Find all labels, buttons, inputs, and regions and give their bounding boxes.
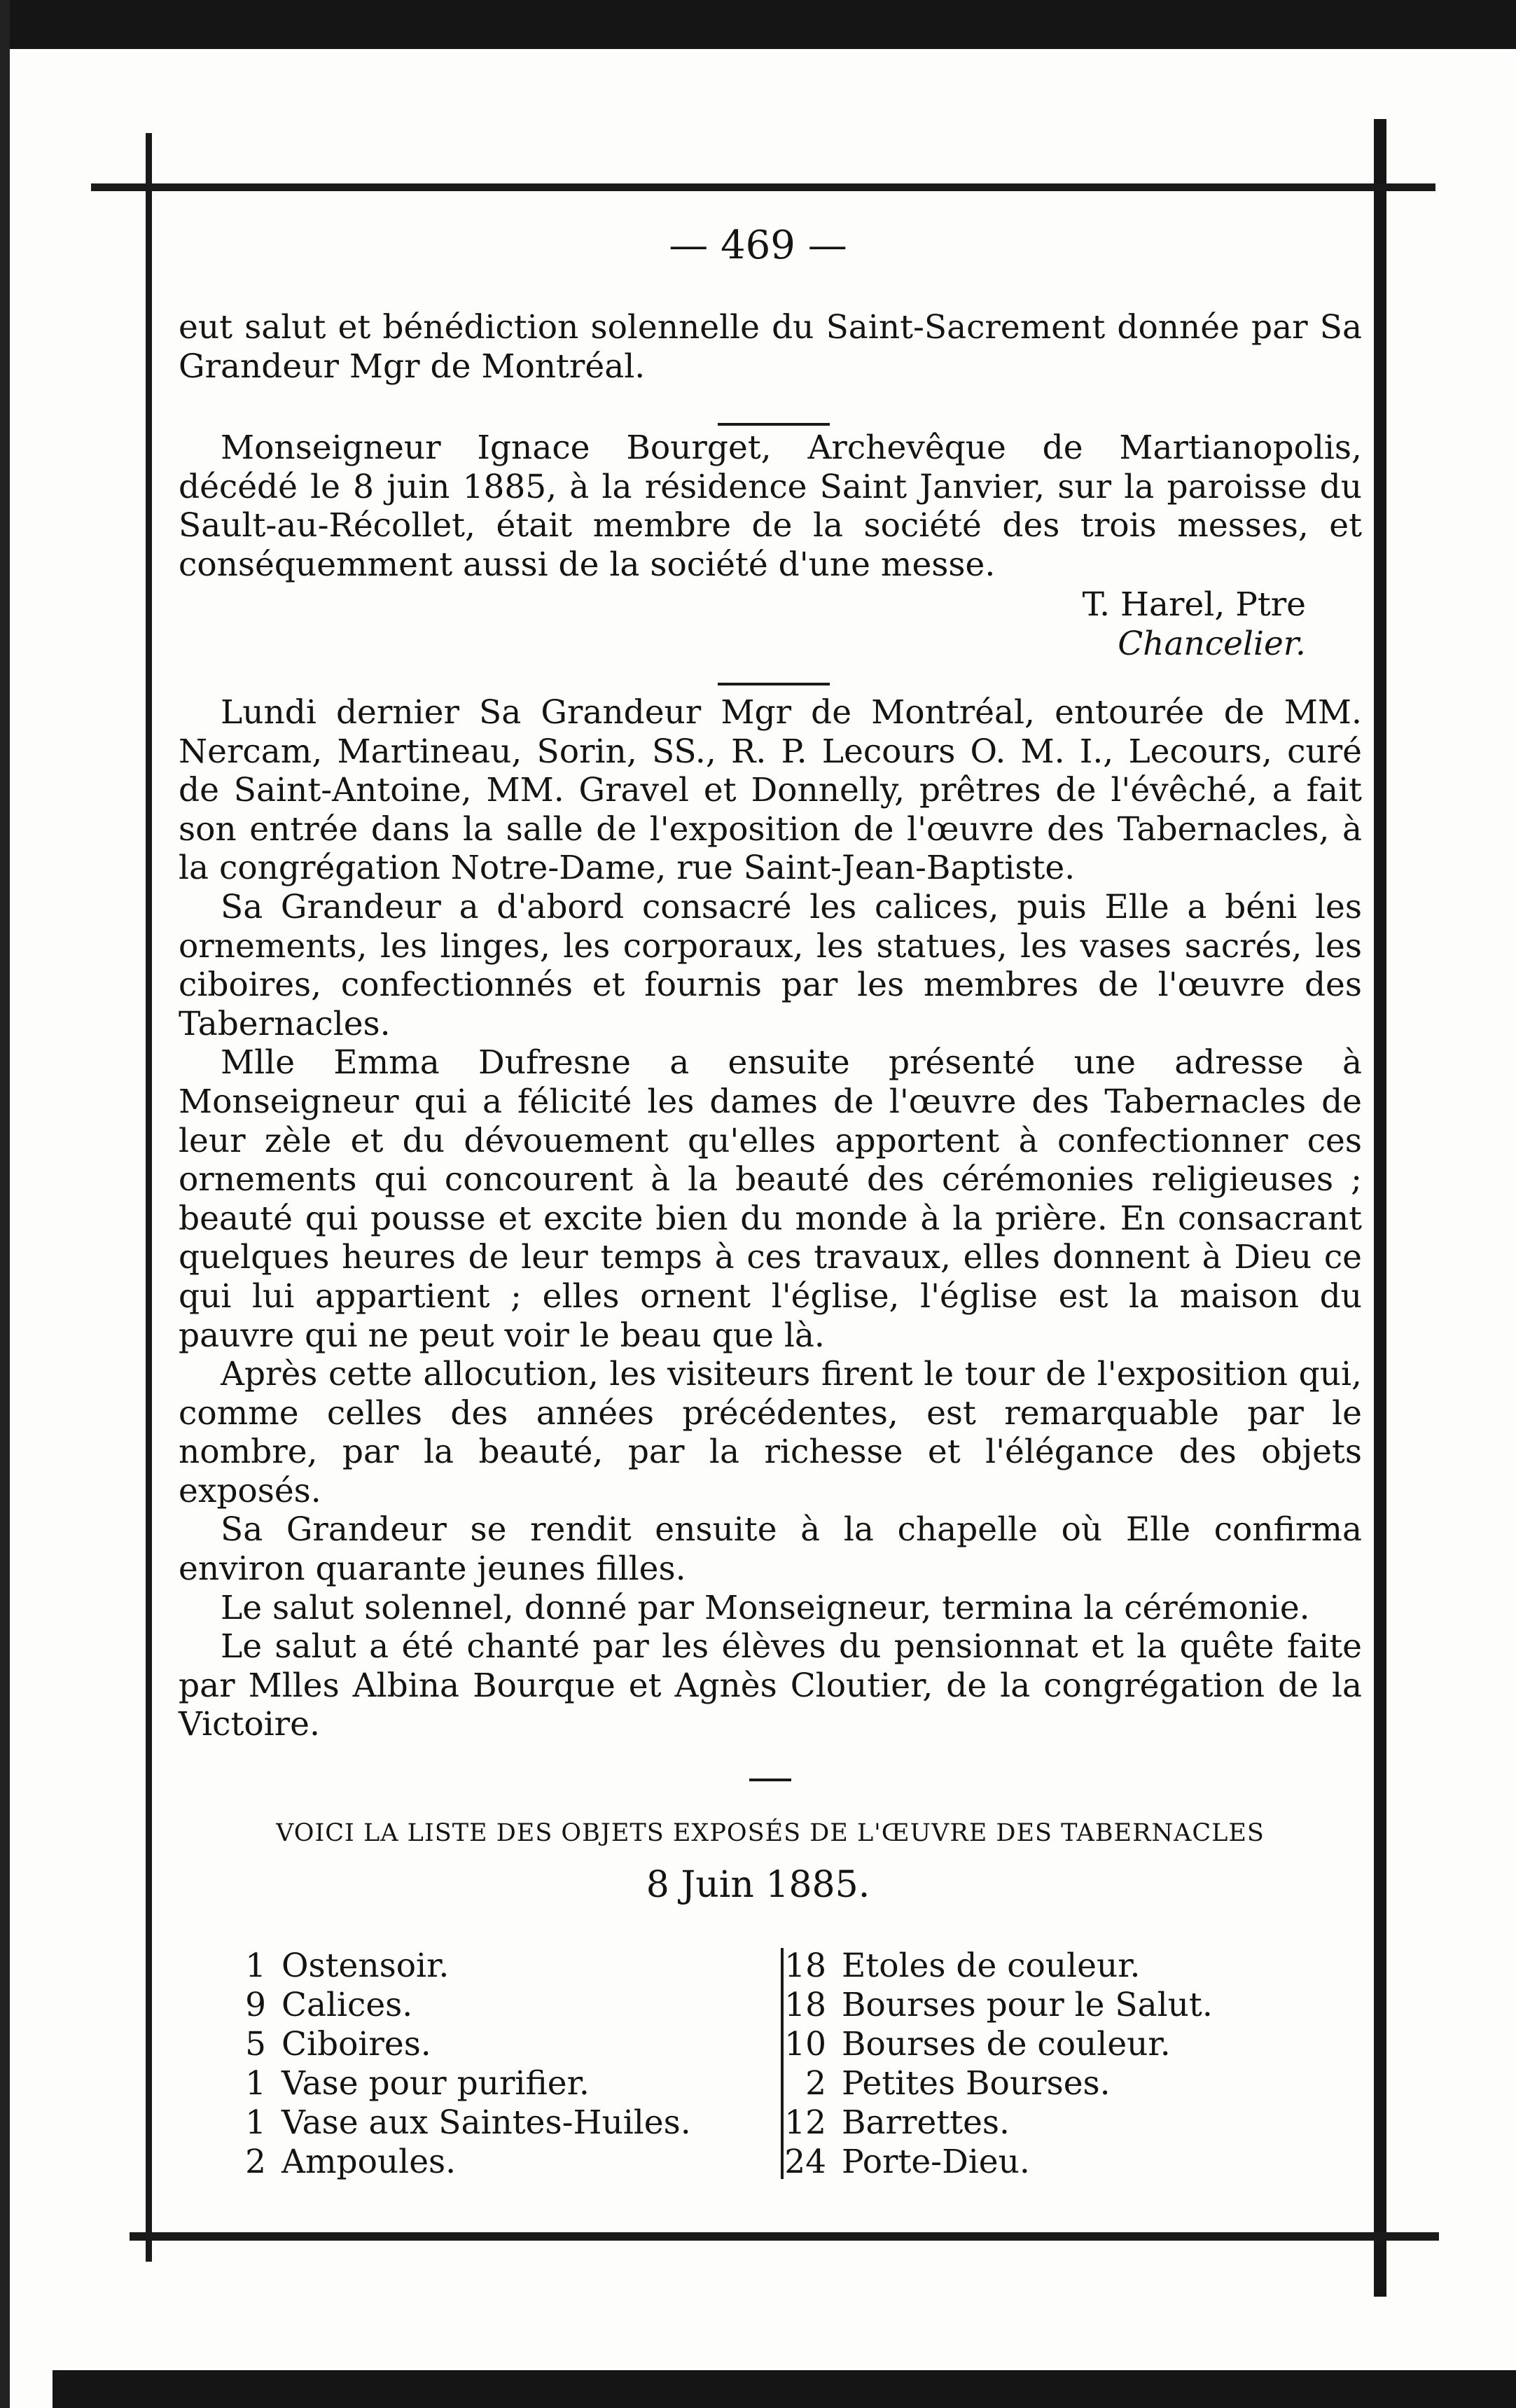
scan-border-bottom xyxy=(53,2370,1516,2408)
page-frame-left xyxy=(146,133,152,2262)
list-item xyxy=(217,2103,691,2143)
item-label: Ostensoir. xyxy=(281,1947,450,1985)
item-label: Calices. xyxy=(281,1986,413,2024)
item-quantity: 18 xyxy=(784,1986,826,2024)
paragraph: eut salut et bénédiction solennelle du Saint-Sacrement donnée par Sa Grandeur Mgr de Montréal. xyxy=(179,308,1362,386)
scan-border-left xyxy=(0,0,10,2408)
list-item xyxy=(777,2064,1213,2103)
paragraph: Sa Grandeur a d'abord consacré les calices, puis Elle a béni les ornements, les linges, les corporaux, les statues, les vases sacrés, les ciboires, confectionnés et fournis par les membres de l'œuvre des Tabernacles. xyxy=(179,887,1362,1043)
list-item xyxy=(217,2025,691,2064)
list-item xyxy=(217,1947,691,1986)
item-label: Ciboires. xyxy=(281,2025,431,2063)
signature-name: T. Harel, Ptre xyxy=(1082,585,1306,624)
separator-rule xyxy=(749,1779,791,1781)
item-quantity: 1 xyxy=(245,2103,266,2142)
item-label: Vase pour purifier. xyxy=(281,2064,590,2103)
paragraph: Le salut a été chanté par les élèves du pensionnat et la quête faite par Mlles Albina Bourque et Agnès Cloutier, de la congrégation de la Victoire. xyxy=(179,1627,1362,1744)
item-quantity: 2 xyxy=(245,2143,266,2181)
list-heading: VOICI LA LISTE DES OBJETS EXPOSÉS DE L'ŒUVRE DES TABERNACLES xyxy=(276,1819,1265,1847)
text-block-report xyxy=(179,693,1362,1744)
header-rule xyxy=(91,183,1435,191)
item-quantity: 12 xyxy=(784,2103,826,2142)
signature-title: Chancelier. xyxy=(1118,625,1306,663)
separator-rule xyxy=(718,683,830,685)
paragraph: Lundi dernier Sa Grandeur Mgr de Montréal, entourée de MM. Nercam, Martineau, Sorin, SS., R. P. Lecours O. M. I., Lecours, curé de Saint-Antoine, MM. Gravel et Donnelly, prêtres de l'évêché, a fait son entrée dans la salle de l'exposition de l'œuvre des Tabernacles, à la congrégation Notre-Dame, rue Saint-Jean-Baptiste. xyxy=(179,693,1362,888)
list-item xyxy=(777,2103,1213,2143)
signature-block xyxy=(1083,585,1306,664)
item-quantity: 10 xyxy=(784,2025,826,2063)
list-item xyxy=(777,2143,1213,2182)
paragraph: Sa Grandeur se rendit ensuite à la chapelle où Elle confirma environ quarante jeunes filles. xyxy=(179,1510,1362,1589)
list-item xyxy=(777,2025,1213,2064)
list-item xyxy=(217,1986,691,2025)
paragraph: Mlle Emma Dufresne a ensuite présenté une adresse à Monseigneur qui a félicité les dames de l'œuvre des Tabernacles de leur zèle et du dévouement qu'elles apportent à confectionner ces ornements qui concourent à la beauté des cérémonies religieuses ; beauté qui pousse et excite bien du monde à la prière. En consacrant quelques heures de leur temps à ces travaux, elles donnent à Dieu ce qui lui appartient ; elles ornent l'église, l'église est la maison du pauvre qui ne peut voir le beau que là. xyxy=(179,1043,1362,1355)
item-label: Porte-Dieu. xyxy=(842,2143,1030,2181)
list-column-right xyxy=(777,1947,1213,2182)
item-label: Ampoules. xyxy=(281,2143,457,2181)
item-quantity: 18 xyxy=(784,1947,826,1985)
item-quantity: 24 xyxy=(784,2143,826,2181)
item-quantity: 9 xyxy=(245,1986,266,2024)
footer-rule xyxy=(130,2232,1439,2241)
list-date: 8 Juin 1885. xyxy=(646,1864,870,1906)
item-label: Vase aux Saintes-Huiles. xyxy=(281,2103,691,2142)
list-item xyxy=(217,2143,691,2182)
item-quantity: 1 xyxy=(245,2064,266,2103)
text-block-obituary xyxy=(179,429,1362,584)
separator-rule xyxy=(718,423,830,426)
item-label: Etoles de couleur. xyxy=(842,1947,1141,1985)
list-item xyxy=(217,2064,691,2103)
text-block-opening xyxy=(179,308,1362,386)
item-label: Bourses pour le Salut. xyxy=(842,1986,1213,2024)
list-column-left xyxy=(217,1947,691,2182)
list-item xyxy=(777,1986,1213,2025)
list-item xyxy=(777,1947,1213,1986)
item-quantity: 5 xyxy=(245,2025,266,2063)
item-label: Petites Bourses. xyxy=(842,2064,1111,2103)
paragraph: Monseigneur Ignace Bourget, Archevêque de Martianopolis, décédé le 8 juin 1885, à la résidence Saint Janvier, sur la paroisse du Sault-au-Récollet, était membre de la société des trois messes, et conséquemment aussi de la société d'une messe. xyxy=(179,429,1362,584)
page-frame-right xyxy=(1374,119,1386,2297)
page-number: — 469 — xyxy=(669,223,847,268)
item-label: Barrettes. xyxy=(842,2103,1010,2142)
paragraph: Après cette allocution, les visiteurs firent le tour de l'exposition qui, comme celles des années précédentes, est remarquable par le nombre, par la beauté, par la richesse et l'élégance des objets exposés. xyxy=(179,1355,1362,1510)
item-quantity: 1 xyxy=(245,1947,266,1985)
scan-border-top xyxy=(0,0,1516,49)
item-label: Bourses de couleur. xyxy=(842,2025,1171,2063)
paragraph: Le salut solennel, donné par Monseigneur, termina la cérémonie. xyxy=(221,1588,1310,1627)
item-quantity: 2 xyxy=(805,2064,826,2103)
